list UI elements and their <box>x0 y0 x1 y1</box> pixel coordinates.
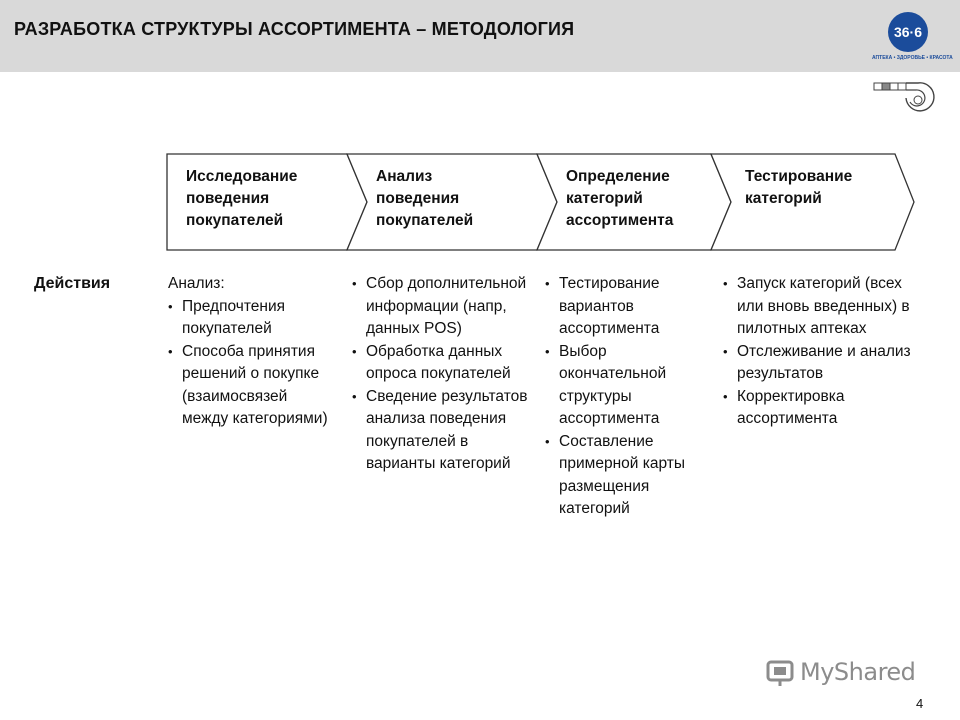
phase-2-label: Анализ поведения покупателей <box>376 168 474 229</box>
bullet-icon: • <box>352 343 357 359</box>
bullet-icon: • <box>723 276 728 291</box>
bullet-icon: • <box>352 276 357 291</box>
phase-3-label: Определение категорий ассортимента <box>566 168 674 229</box>
phase-4-label: Тестирование категорий <box>745 168 853 207</box>
actions-column-4 <box>723 273 915 431</box>
progress-tracker-icon <box>872 80 936 120</box>
bullet-icon: • <box>545 276 550 291</box>
watermark-slides-icon <box>766 660 796 688</box>
bullet-icon: • <box>723 388 728 404</box>
actions-column-1 <box>168 273 328 431</box>
bullet-item: • Способа принятия решений о покупке (взаимосвязей между категориями) <box>168 342 328 427</box>
bullet-icon: • <box>723 343 728 359</box>
bullet-item: • Отслеживание и анализ результатов <box>723 342 911 382</box>
header-bar <box>0 0 960 72</box>
watermark-text: MyShared <box>800 658 916 686</box>
bullet-item: • Выбор окончательной структуры ассортимента <box>545 342 667 427</box>
bullet-item: • Сбор дополнительной информации (напр, данных POS) <box>352 275 527 337</box>
actions-column-3 <box>545 273 717 521</box>
page-title: РАЗРАБОТКА СТРУКТУРЫ АССОРТИМЕНТА – МЕТОДОЛОГИЯ <box>14 19 575 39</box>
actions-column-2 <box>352 273 536 476</box>
bullet-icon: • <box>168 298 173 314</box>
bullet-item: • Сведение результатов анализа поведения покупателей в варианты категорий <box>352 387 528 472</box>
bullet-icon: • <box>352 388 357 404</box>
bullet-icon: • <box>545 433 550 449</box>
bullet-item: • Корректировка ассортимента <box>723 387 845 427</box>
company-logo: 36·6 <box>888 12 928 52</box>
bullet-item: • Составление примерной карты размещения категорий <box>545 432 685 517</box>
column-1-intro: Анализ: <box>168 275 225 292</box>
bullet-item: • Обработка данных опроса покупателей <box>352 342 511 382</box>
phase-1-label: Исследование поведения покупателей <box>186 168 298 229</box>
actions-row-label: Действия <box>34 275 111 292</box>
bullet-icon: • <box>545 343 550 359</box>
bullet-item: • Тестирование вариантов ассортимента <box>545 275 660 337</box>
bullet-item: • Предпочтения покупателей <box>168 297 285 337</box>
bullet-item: • Запуск категорий (всех или вновь введенных) в пилотных аптеках <box>723 275 910 337</box>
logo-tagline: АПТЕКА • ЗДОРОВЬЕ • КРАСОТА <box>872 55 953 61</box>
page-number: 4 <box>916 696 924 711</box>
bullet-icon: • <box>168 343 173 359</box>
